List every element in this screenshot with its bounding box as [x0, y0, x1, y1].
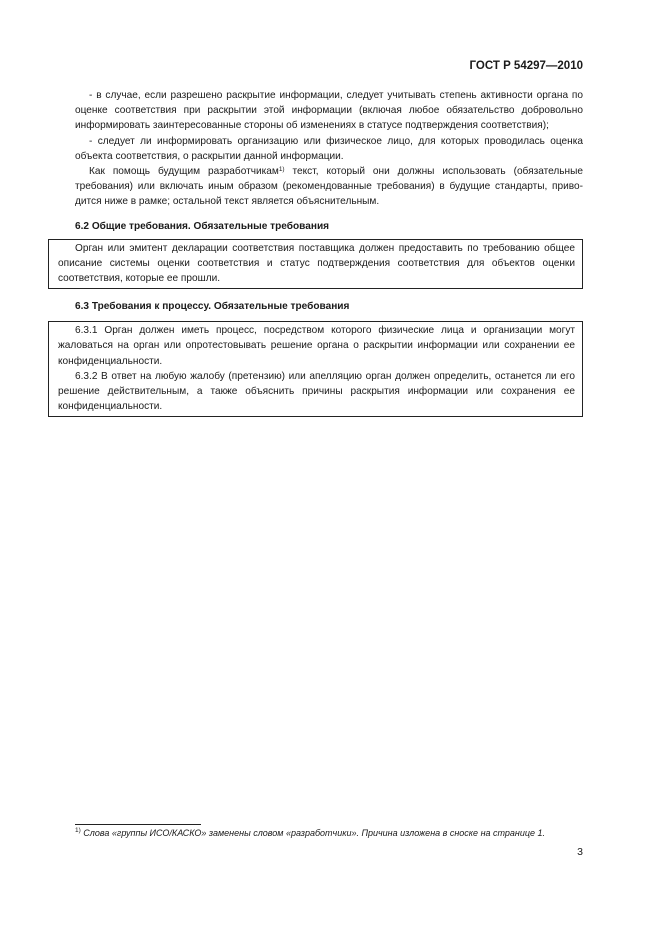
section-6-3-requirement-box [48, 321, 583, 417]
bullet-inform-organization: - следует ли информировать организацию или физическое лицо, для которых проводилась оценка объекта соответствия, о раскрытии данной информации. [75, 135, 583, 162]
developers-note-end: текст, который они должны использовать (обязательные требования) или включать иным образом (рекомендованные требования) в будущие стандарты, приводится ниже в рамке; остальной текст является объяснительным. [75, 166, 583, 208]
developers-note-start: Как помощь будущим разработчикам [89, 166, 279, 178]
clause-6-3-1: 6.3.1 Орган должен иметь процесс, посредством которого физические лица и организации могут жаловаться на орган или опротестовывать решение органа о раскрытии информации или сохранении ее конфиденциальности. [58, 325, 575, 367]
document-designation: ГОСТ Р 54297—2010 [469, 60, 583, 72]
section-6-2-requirement-box [48, 239, 583, 290]
footnote-separator [75, 824, 201, 825]
footnote-text: Слова «группы ИСО/КАСКО» заменены словом «разработчики». Причина изложена в сноске на странице 1. [83, 828, 546, 838]
clause-6-3-2: 6.3.2 В ответ на любую жалобу (претензию) или апелляцию орган должен определить, останется ли его решение действительным, а также объяснить причины раскрытия информации или сохранения ее конфиденциальности. [58, 370, 575, 413]
bullet-disclosure-activity: - в случае, если разрешено раскрытие информации, следует учитывать степень активности органа по оценке соответствия при раскрытии этой информации (включая любое обязательство добровольно информировать заинтересованные стороны об изменениях в статусе подтверждения соответствия); [75, 90, 583, 132]
section-6-2-heading: 6.2 Общие требования. Обязательные требования [75, 220, 330, 232]
page-body [58, 88, 583, 417]
footnote [75, 827, 583, 839]
footnote-marker: 1) [75, 827, 81, 834]
page-number: 3 [577, 846, 583, 858]
footnote-reference: 1) [278, 166, 285, 174]
section-6-2-requirement-text: Орган или эмитент декларации соответствия поставщика должен предоставить по требованию общее описание системы оценки соответствия и статус подтверждения соответствия для объектов оценки соответствия, которые ее прошли. [58, 242, 575, 285]
section-6-3-heading: 6.3 Требования к процессу. Обязательные требования [75, 301, 350, 313]
developers-note-paragraph [75, 164, 583, 210]
